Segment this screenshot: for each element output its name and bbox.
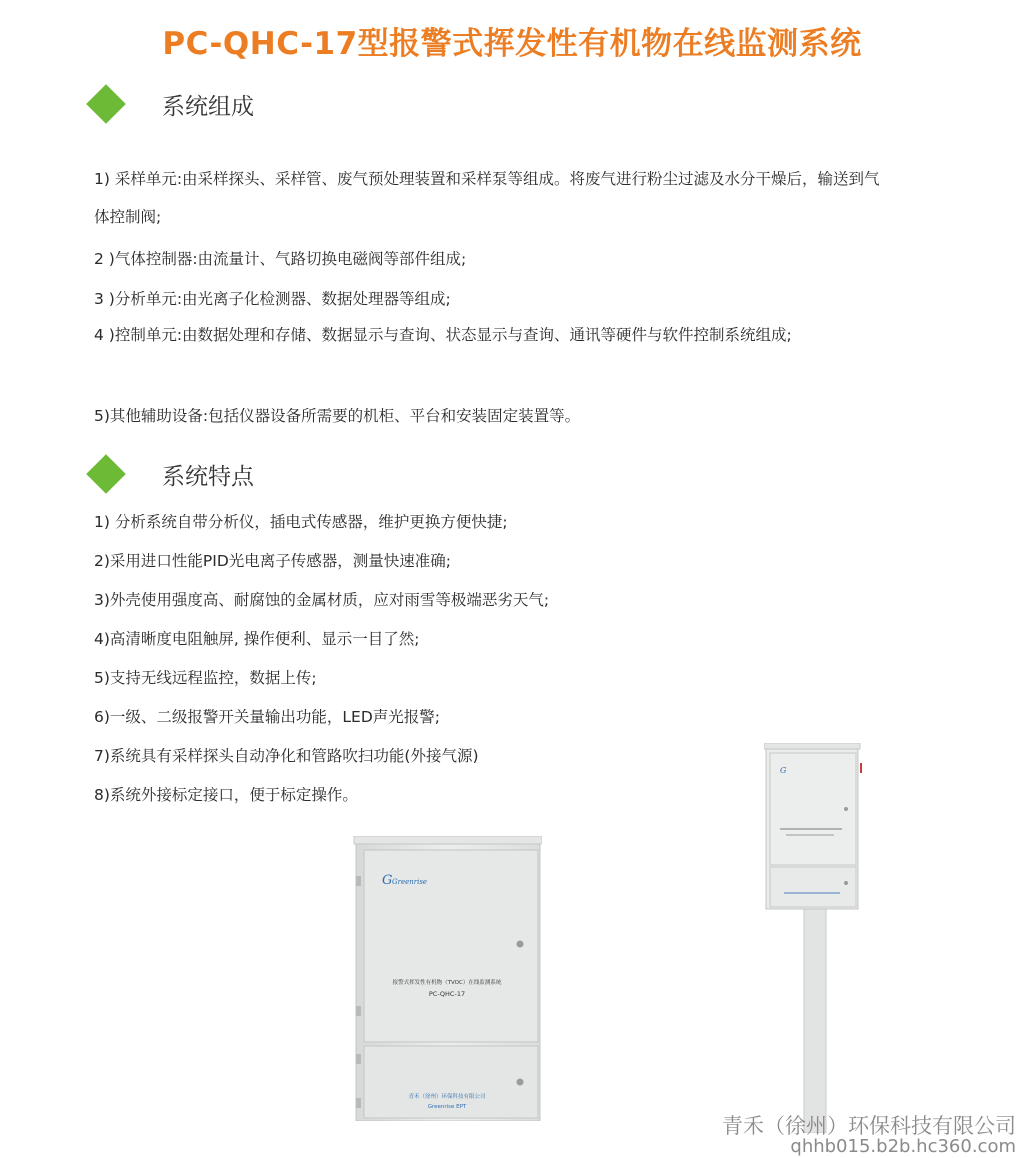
section-composition-title: 系统组成 <box>162 93 254 120</box>
feature-item-1: 1) 分析系统自带分析仪，插电式传感器，维护更换方便快捷; <box>94 513 508 531</box>
cabinet-company-line: 青禾（徐州）环保科技有限公司 <box>408 1094 486 1100</box>
pole-mounted-unit-image <box>764 743 862 1133</box>
feature-item-6: 6)一级、二级报警开关量输出功能，LED声光报警; <box>94 708 440 726</box>
green-diamond-icon <box>86 454 126 494</box>
monitoring-cabinet-image <box>352 836 542 1121</box>
section-features-title: 系统特点 <box>162 463 254 490</box>
svg-text:G: G <box>780 766 787 775</box>
watermark-url: qhhb015.b2b.hc360.com <box>790 1136 1016 1157</box>
feature-item-4: 4)高清晰度电阻触屏, 操作便利、显示一目了然; <box>94 630 420 648</box>
section-composition-header <box>88 84 254 124</box>
green-diamond-icon <box>86 84 126 124</box>
feature-item-5: 5)支持无线远程监控，数据上传; <box>94 669 317 687</box>
feature-item-3: 3)外壳使用强度高、耐腐蚀的金属材质，应对雨雪等极端恶劣天气; <box>94 591 550 609</box>
feature-item-2: 2)采用进口性能PID光电离子传感器，测量快速准确; <box>94 552 451 570</box>
composition-item-1: 1) 采样单元:由采样探头、采样管、废气预处理装置和采样泵等组成。将废气进行粉尘过滤及水分干燥后，输送到气体控制阀; <box>94 170 880 226</box>
cabinet-label-line1: 报警式挥发性有机物（TVOC）在线监测系统 <box>392 980 502 986</box>
feature-item-8: 8)系统外接标定接口，便于标定操作。 <box>94 786 358 804</box>
cabinet-brand: Greenrise EPT <box>427 1104 467 1110</box>
watermark-company: 青禾（徐州）环保科技有限公司 <box>722 1114 1016 1138</box>
svg-text:G: G <box>382 873 393 888</box>
composition-item-5: 5)其他辅助设备:包括仪器设备所需要的机柜、平台和安装固定装置等。 <box>94 407 581 425</box>
section-features-header <box>88 454 254 494</box>
feature-item-7: 7)系统具有采样探头自动净化和管路吹扫功能(外接气源) <box>94 747 479 765</box>
composition-item-4: 4 )控制单元:由数据处理和存储、数据显示与查询、状态显示与查询、通讯等硬件与软件控制系统组成; <box>94 326 792 344</box>
cabinet-label-line2: PC-QHC-17 <box>428 990 466 998</box>
composition-item-3: 3 )分析单元:由光离子化检测器、数据处理器等组成; <box>94 290 451 308</box>
cabinet-logo: Greenrise <box>392 878 428 886</box>
page-title: PC-QHC-17型报警式挥发性有机物在线监测系统 <box>162 26 862 62</box>
composition-item-2: 2 )气体控制器:由流量计、气路切换电磁阀等部件组成; <box>94 250 467 268</box>
